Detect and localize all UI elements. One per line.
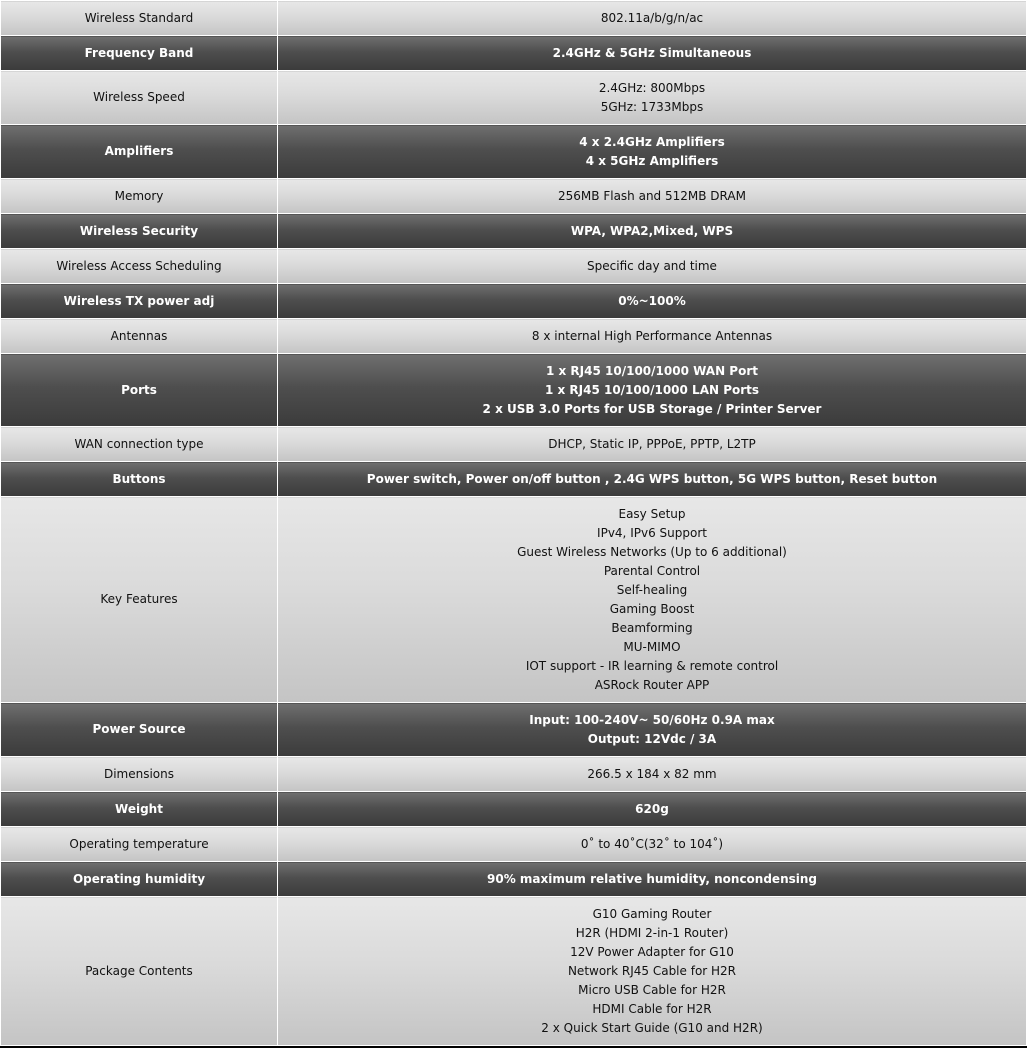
spec-value-line: Gaming Boost	[609, 601, 695, 616]
spec-value-line: 620g	[635, 801, 669, 816]
spec-value-line: 1 x RJ45 10/100/1000 WAN Port	[545, 363, 758, 378]
spec-label: Package Contents	[1, 897, 278, 1046]
spec-value-line: Output: 12Vdc / 3A	[587, 731, 717, 746]
spec-value-line: Specific day and time	[587, 258, 717, 273]
spec-value-line: HDMI Cable for H2R	[592, 1001, 712, 1016]
spec-value-line: H2R (HDMI 2-in-1 Router)	[575, 925, 729, 940]
spec-row	[1, 827, 1027, 862]
spec-row	[1, 179, 1027, 214]
spec-label: Buttons	[1, 462, 278, 497]
spec-value	[278, 214, 1027, 249]
spec-label: WAN connection type	[1, 427, 278, 462]
spec-row	[1, 354, 1027, 427]
spec-value	[278, 897, 1027, 1046]
spec-value	[278, 427, 1027, 462]
spec-value-line: IPv4, IPv6 Support	[597, 525, 707, 540]
spec-label: Frequency Band	[1, 36, 278, 71]
spec-row	[1, 703, 1027, 757]
spec-value	[278, 757, 1027, 792]
spec-value	[278, 354, 1027, 427]
spec-value	[278, 179, 1027, 214]
spec-value-line: Self-healing	[616, 582, 688, 597]
spec-value-line: Input: 100-240V~ 50/60Hz 0.9A max	[529, 712, 775, 727]
spec-label: Operating humidity	[1, 862, 278, 897]
spec-value-line: 0%~100%	[618, 293, 686, 308]
spec-row	[1, 249, 1027, 284]
spec-label: Wireless TX power adj	[1, 284, 278, 319]
spec-value-line: WPA, WPA2,Mixed, WPS	[570, 223, 734, 238]
spec-value	[278, 792, 1027, 827]
spec-table-body	[1, 1, 1027, 1046]
spec-row	[1, 214, 1027, 249]
spec-value-line: DHCP, Static IP, PPPoE, PPTP, L2TP	[548, 436, 756, 451]
spec-label: Dimensions	[1, 757, 278, 792]
spec-value	[278, 319, 1027, 354]
spec-value	[278, 497, 1027, 703]
spec-value-line: Guest Wireless Networks (Up to 6 additional)	[517, 544, 787, 559]
spec-label: Ports	[1, 354, 278, 427]
spec-label: Operating temperature	[1, 827, 278, 862]
spec-value-line: 266.5 x 184 x 82 mm	[587, 766, 717, 781]
spec-value-line: 2.4GHz: 800Mbps	[598, 80, 706, 95]
spec-value-line: Easy Setup	[618, 506, 686, 521]
spec-value	[278, 862, 1027, 897]
spec-row	[1, 462, 1027, 497]
spec-value-line: Network RJ45 Cable for H2R	[567, 963, 737, 978]
spec-value-line: 4 x 5GHz Amplifiers	[585, 153, 719, 168]
spec-label: Memory	[1, 179, 278, 214]
spec-value	[278, 249, 1027, 284]
spec-value-line: 2 x Quick Start Guide (G10 and H2R)	[541, 1020, 763, 1035]
spec-value	[278, 827, 1027, 862]
spec-row	[1, 36, 1027, 71]
spec-label: Amplifiers	[1, 125, 278, 179]
spec-value-line: Power switch, Power on/off button , 2.4G WPS button, 5G WPS button, Reset button	[366, 471, 938, 486]
spec-label: Wireless Security	[1, 214, 278, 249]
spec-value	[278, 125, 1027, 179]
spec-value	[278, 36, 1027, 71]
spec-label: Wireless Speed	[1, 71, 278, 125]
spec-value-line: Parental Control	[603, 563, 701, 578]
spec-row	[1, 757, 1027, 792]
spec-value-line: Beamforming	[611, 620, 693, 635]
spec-label: Antennas	[1, 319, 278, 354]
spec-row	[1, 1, 1027, 36]
spec-label: Weight	[1, 792, 278, 827]
spec-row	[1, 71, 1027, 125]
spec-value-line: 90% maximum relative humidity, noncondensing	[487, 871, 817, 886]
spec-row	[1, 497, 1027, 703]
spec-value-line: 8 x internal High Performance Antennas	[531, 328, 773, 343]
spec-label: Key Features	[1, 497, 278, 703]
spec-row	[1, 284, 1027, 319]
spec-value	[278, 71, 1027, 125]
spec-label: Power Source	[1, 703, 278, 757]
spec-value-line: ASRock Router APP	[594, 677, 710, 692]
spec-value-line: 802.11a/b/g/n/ac	[600, 10, 704, 25]
spec-value-line: Micro USB Cable for H2R	[578, 982, 726, 997]
spec-value-line: 5GHz: 1733Mbps	[600, 99, 704, 114]
spec-row	[1, 319, 1027, 354]
spec-value-line: 256MB Flash and 512MB DRAM	[558, 188, 746, 203]
spec-row	[1, 862, 1027, 897]
spec-row	[1, 792, 1027, 827]
spec-value-line: G10 Gaming Router	[592, 906, 712, 921]
spec-row	[1, 897, 1027, 1046]
spec-value-line: 4 x 2.4GHz Amplifiers	[579, 134, 725, 149]
spec-value-line: 0˚ to 40˚C(32˚ to 104˚)	[580, 836, 724, 851]
spec-value-line: 1 x RJ45 10/100/1000 LAN Ports	[544, 382, 760, 397]
spec-value	[278, 703, 1027, 757]
spec-value-line: 12V Power Adapter for G10	[570, 944, 734, 959]
spec-value	[278, 284, 1027, 319]
spec-value-line: MU-MIMO	[623, 639, 681, 654]
spec-label: Wireless Access Scheduling	[1, 249, 278, 284]
spec-value-line: IOT support - IR learning & remote control	[525, 658, 779, 673]
spec-value-line: 2 x USB 3.0 Ports for USB Storage / Printer Server	[482, 401, 822, 416]
spec-row	[1, 427, 1027, 462]
spec-row	[1, 125, 1027, 179]
spec-value	[278, 462, 1027, 497]
spec-value-line: 2.4GHz & 5GHz Simultaneous	[552, 45, 752, 60]
spec-label: Wireless Standard	[1, 1, 278, 36]
spec-value	[278, 1, 1027, 36]
